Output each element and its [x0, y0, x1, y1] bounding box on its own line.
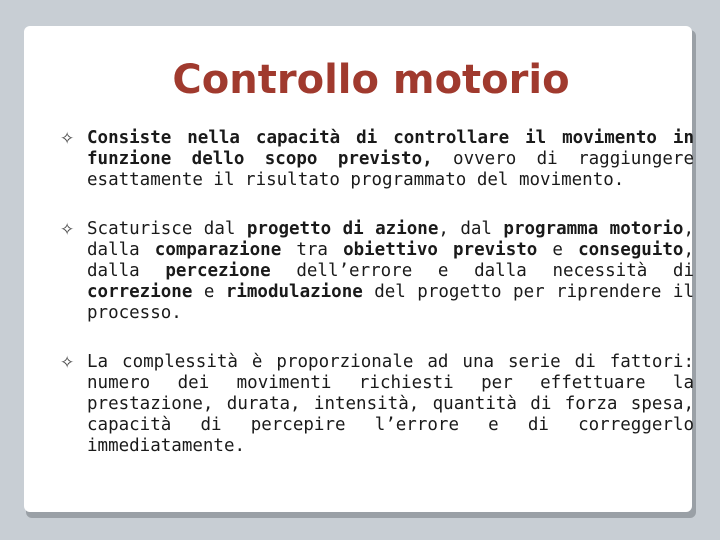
bold-text-segment: progetto di azione: [246, 219, 439, 239]
slide-title: Controllo motorio: [172, 57, 570, 103]
text-segment: , dalla: [87, 240, 694, 281]
text-segment: tra: [281, 240, 344, 260]
bullet-item: [60, 219, 694, 324]
bullet-star-icon: ✧: [60, 129, 75, 149]
text-segment: ovvero di raggiungere esattamente il risultato programmato del movimento.: [87, 149, 694, 190]
bullet-star-icon: ✧: [60, 220, 75, 240]
bold-text-segment: conseguito: [578, 240, 684, 260]
bullet-star-icon: ✧: [60, 353, 75, 373]
text-segment: , dalla: [87, 219, 694, 260]
slide: [24, 26, 692, 512]
bullet-item: [60, 128, 694, 191]
text-segment: Scaturisce dal: [87, 219, 247, 239]
bold-text-segment: comparazione: [154, 240, 282, 260]
text-segment: La complessità è proporzionale ad una serie di fattori: numero dei movimenti richiesti per effettuare la prestazione, durata, intensità, quantità di forza spesa, capacità di percepire l’errore e di correggerlo immediatamente.: [87, 352, 694, 456]
text-segment: del progetto per riprendere il processo.: [87, 282, 694, 323]
bold-text-segment: Consiste nella capacità di controllare il movimento in funzione dello scopo previsto,: [87, 128, 694, 169]
text-segment: e: [192, 282, 226, 302]
bullet-item: [60, 352, 694, 457]
bold-text-segment: programma motorio: [503, 219, 684, 239]
text-segment: , dal: [438, 219, 504, 239]
bold-text-segment: correzione: [87, 282, 193, 302]
bold-text-segment: rimodulazione: [225, 282, 363, 302]
bullet-list: [60, 128, 694, 457]
text-segment: e: [537, 240, 579, 260]
bold-text-segment: obiettivo previsto: [343, 240, 538, 260]
text-segment: dell’errore e dalla necessità di: [270, 261, 694, 281]
bold-text-segment: percezione: [165, 261, 271, 281]
